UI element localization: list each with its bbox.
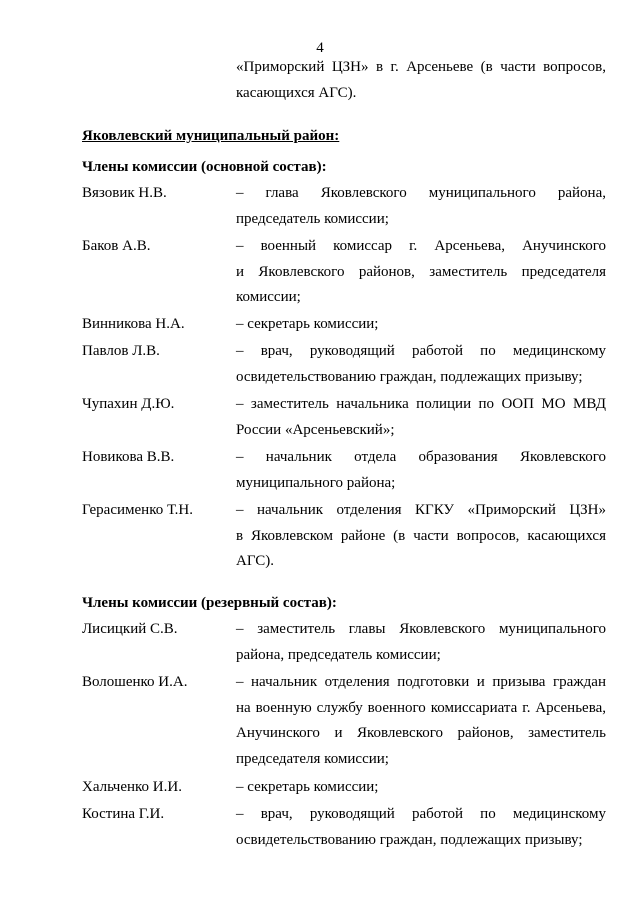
member-role-line: – врач, руководящий работой по медицинскому xyxy=(236,343,606,359)
member-name: Вязовик Н.В. xyxy=(82,185,167,201)
member-name: Волошенко И.А. xyxy=(82,674,188,690)
member-role xyxy=(236,312,606,338)
member-name: Герасименко Т.Н. xyxy=(82,502,193,518)
member-role-line: комиссии; xyxy=(236,289,301,305)
member-role-line: освидетельствованию граждан, подлежащих призыву; xyxy=(236,831,583,848)
page-number: 4 xyxy=(316,40,324,56)
member-name: Лисицкий С.В. xyxy=(82,621,178,637)
member-role-line: председателя комиссии; xyxy=(236,750,389,767)
member-role xyxy=(236,670,606,772)
member-role-line: в Яковлевском районе (в части вопросов, касающихся xyxy=(236,527,606,544)
member-role xyxy=(236,802,606,853)
member-name: Баков А.В. xyxy=(82,238,151,254)
member-name: Павлов Л.В. xyxy=(82,343,160,359)
member-name: Костина Г.И. xyxy=(82,806,165,822)
member-name: Винникова Н.А. xyxy=(82,316,185,332)
member-name: Хальченко И.И. xyxy=(82,779,182,795)
member-role-line: – глава Яковлевского муниципального района, xyxy=(236,185,606,201)
member-role xyxy=(236,498,606,575)
member-role-line: – секретарь комиссии; xyxy=(236,779,379,795)
member-role xyxy=(236,339,606,390)
member-role-line: председатель комиссии; xyxy=(236,210,389,227)
continuation-line: касающихся АГС). xyxy=(236,84,357,101)
continuation-line: «Приморский ЦЗН» в г. Арсеньеве (в части вопросов, xyxy=(236,59,606,75)
member-role-line: и Яковлевского районов, заместитель председателя xyxy=(236,263,606,280)
member-role xyxy=(236,181,606,232)
member-role xyxy=(236,234,606,311)
member-role xyxy=(236,775,606,801)
member-role xyxy=(236,445,606,496)
member-role xyxy=(236,392,606,443)
member-role-line: России «Арсеньевский»; xyxy=(236,421,395,438)
member-role-line: освидетельствованию граждан, подлежащих призыву; xyxy=(236,368,583,385)
member-role-line: – секретарь комиссии; xyxy=(236,316,379,332)
member-role-line: – заместитель начальника полиции по ООП МО МВД xyxy=(236,396,606,412)
member-role-line: района, председатель комиссии; xyxy=(236,646,441,663)
member-role-line: – начальник отдела образования Яковлевского xyxy=(236,449,606,465)
member-role-line: – заместитель главы Яковлевского муниципального xyxy=(236,621,606,637)
member-role-line: муниципального района; xyxy=(236,474,396,491)
member-role xyxy=(236,617,606,668)
district-title: Яковлевский муниципальный район: xyxy=(82,128,340,144)
reserve-composition-title: Члены комиссии (резервный состав): xyxy=(82,595,337,611)
member-role-line: – начальник отделения КГКУ «Приморский ЦЗН» xyxy=(236,502,606,518)
member-name: Чупахин Д.Ю. xyxy=(82,396,175,412)
member-role-line: АГС). xyxy=(236,553,275,569)
member-role-line: Анучинского и Яковлевского районов, заместитель xyxy=(236,725,606,741)
member-name: Новикова В.В. xyxy=(82,449,175,465)
member-role-line: на военную службу военного комиссариата г. Арсеньева, xyxy=(236,699,606,716)
member-role-line: – военный комиссар г. Арсеньева, Анучинского xyxy=(236,238,606,254)
continuation-text xyxy=(236,55,606,106)
member-role-line: – начальник отделения подготовки и призыва граждан xyxy=(236,674,606,690)
main-composition-title: Члены комиссии (основной состав): xyxy=(82,159,327,175)
member-role-line: – врач, руководящий работой по медицинскому xyxy=(236,806,606,822)
